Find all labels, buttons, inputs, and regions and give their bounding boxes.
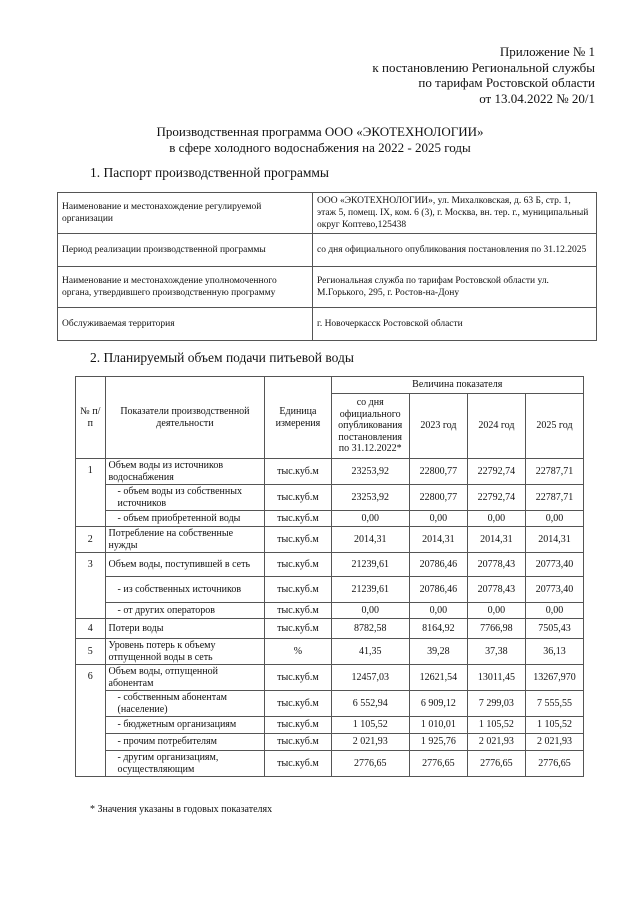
row-value-2: 20786,46 <box>409 553 467 577</box>
row-indicator: - от других операторов <box>105 603 265 619</box>
row-value-4: 13267,970 <box>525 665 583 691</box>
row-indicator: - прочим потребителям <box>105 734 265 751</box>
row-value-4: 2 021,93 <box>525 734 583 751</box>
title-line-2: в сфере холодного водоснабжения на 2022 - 2025 годы <box>169 139 471 155</box>
row-value-1: 21239,61 <box>331 577 409 603</box>
row-value-4: 2776,65 <box>525 751 583 777</box>
row-unit: тыс.куб.м <box>265 734 331 751</box>
passport-label: Наименование и местонахождение уполномоченного органа, утвердившего производственную программу <box>58 267 313 308</box>
row-value-3: 7 299,03 <box>467 691 525 717</box>
passport-label: Обслуживаемая территория <box>58 308 313 341</box>
table-row <box>76 734 584 751</box>
row-value-4: 0,00 <box>525 511 583 527</box>
row-unit: тыс.куб.м <box>265 485 331 511</box>
document-title <box>0 124 640 155</box>
row-value-4: 20773,40 <box>525 577 583 603</box>
table-row <box>76 619 584 639</box>
row-unit: тыс.куб.м <box>265 619 331 639</box>
header-indicator: Показатели производственной деятельности <box>105 377 265 459</box>
header-col-1: со дня официального опубликования постановления по 31.12.2022* <box>331 394 409 459</box>
row-value-3: 7766,98 <box>467 619 525 639</box>
row-value-1: 41,35 <box>331 639 409 665</box>
table-row <box>58 308 597 341</box>
row-unit: тыс.куб.м <box>265 511 331 527</box>
row-value-1: 21239,61 <box>331 553 409 577</box>
table-row <box>76 717 584 734</box>
passport-label: Наименование и местонахождение регулируемой организации <box>58 193 313 234</box>
row-value-2: 0,00 <box>409 603 467 619</box>
row-value-1: 8782,58 <box>331 619 409 639</box>
row-number: 4 <box>76 619 106 639</box>
table-row <box>76 639 584 665</box>
appendix-line-1: Приложение № 1 <box>499 44 595 59</box>
row-value-1: 1 105,52 <box>331 717 409 734</box>
table-row <box>76 511 584 527</box>
row-indicator: Потери воды <box>105 619 265 639</box>
row-indicator: - объем приобретенной воды <box>105 511 265 527</box>
table-row <box>76 527 584 553</box>
row-value-3: 20778,43 <box>467 577 525 603</box>
row-value-2: 39,28 <box>409 639 467 665</box>
row-indicator: - бюджетным организациям <box>105 717 265 734</box>
table-row <box>76 577 584 603</box>
table-row <box>58 193 597 234</box>
header-group: Величина показателя <box>331 377 583 394</box>
row-value-4: 36,13 <box>525 639 583 665</box>
row-value-3: 20778,43 <box>467 553 525 577</box>
table-header-row <box>76 377 584 394</box>
row-value-2: 22800,77 <box>409 459 467 485</box>
row-number: 6 <box>76 665 106 777</box>
row-unit: тыс.куб.м <box>265 603 331 619</box>
row-value-1: 2 021,93 <box>331 734 409 751</box>
row-value-4: 22787,71 <box>525 459 583 485</box>
table-row <box>76 751 584 777</box>
table-row <box>58 267 597 308</box>
row-indicator: Объем воды, поступившей в сеть <box>105 553 265 577</box>
row-indicator: - собственным абонентам (население) <box>105 691 265 717</box>
row-value-2: 2776,65 <box>409 751 467 777</box>
row-indicator: - другим организациям, осуществляющим <box>105 751 265 777</box>
row-indicator: - объем воды из собственных источников <box>105 485 265 511</box>
row-indicator: Объем воды, отпущенной абонентам <box>105 665 265 691</box>
table-row <box>58 234 597 267</box>
footnote: * Значения указаны в годовых показателях <box>90 804 273 815</box>
table-row <box>76 691 584 717</box>
row-value-3: 0,00 <box>467 603 525 619</box>
row-value-4: 22787,71 <box>525 485 583 511</box>
row-value-3: 0,00 <box>467 511 525 527</box>
appendix-line-2: к постановлению Региональной службы <box>372 59 595 75</box>
row-unit: тыс.куб.м <box>265 459 331 485</box>
row-value-3: 2014,31 <box>467 527 525 553</box>
row-value-2: 2014,31 <box>409 527 467 553</box>
header-num: № п/п <box>76 377 106 459</box>
appendix-line-3: по тарифам Ростовской области <box>418 75 595 90</box>
appendix-header <box>372 44 595 106</box>
appendix-line-4: от 13.04.2022 № 20/1 <box>479 90 595 106</box>
row-value-3: 22792,74 <box>467 485 525 511</box>
table-row <box>76 459 584 485</box>
table-row <box>76 485 584 511</box>
row-number: 3 <box>76 553 106 619</box>
title-line-1: Производственная программа ООО «ЭКОТЕХНОЛОГИИ» <box>156 124 484 139</box>
row-value-1: 23253,92 <box>331 459 409 485</box>
row-indicator: Уровень потерь к объему отпущенной воды в сеть <box>105 639 265 665</box>
passport-value: со дня официального опубликования постановления по 31.12.2025 <box>313 234 597 267</box>
row-value-3: 13011,45 <box>467 665 525 691</box>
row-value-3: 1 105,52 <box>467 717 525 734</box>
table-row <box>76 665 584 691</box>
row-unit: тыс.куб.м <box>265 717 331 734</box>
row-value-4: 0,00 <box>525 603 583 619</box>
row-value-4: 7 555,55 <box>525 691 583 717</box>
row-unit: тыс.куб.м <box>265 527 331 553</box>
row-indicator: - из собственных источников <box>105 577 265 603</box>
row-value-4: 20773,40 <box>525 553 583 577</box>
passport-label: Период реализации производственной программы <box>58 234 313 267</box>
section-1-title: 1. Паспорт производственной программы <box>90 165 329 180</box>
row-value-3: 37,38 <box>467 639 525 665</box>
row-value-4: 7505,43 <box>525 619 583 639</box>
row-unit: % <box>265 639 331 665</box>
header-col-4: 2025 год <box>525 394 583 459</box>
volume-table-body <box>76 459 584 777</box>
table-row <box>76 603 584 619</box>
row-value-2: 8164,92 <box>409 619 467 639</box>
row-value-2: 12621,54 <box>409 665 467 691</box>
row-indicator: Потребление на собственные нужды <box>105 527 265 553</box>
row-value-3: 2 021,93 <box>467 734 525 751</box>
row-value-2: 20786,46 <box>409 577 467 603</box>
row-value-4: 2014,31 <box>525 527 583 553</box>
row-value-2: 22800,77 <box>409 485 467 511</box>
header-col-2: 2023 год <box>409 394 467 459</box>
row-unit: тыс.куб.м <box>265 553 331 577</box>
row-value-4: 1 105,52 <box>525 717 583 734</box>
passport-value: Региональная служба по тарифам Ростовской области ул. М.Горького, 295, г. Ростов-на-Дону <box>313 267 597 308</box>
passport-value: ООО «ЭКОТЕХНОЛОГИИ», ул. Михалковская, д. 63 Б, стр. 1, этаж 5, помещ. IX, ком. 6 (3), г. Москва, вн. тер. г., муниципальный округ Коптево,125438 <box>313 193 597 234</box>
row-value-1: 6 552,94 <box>331 691 409 717</box>
row-value-1: 23253,92 <box>331 485 409 511</box>
row-value-2: 0,00 <box>409 511 467 527</box>
row-unit: тыс.куб.м <box>265 665 331 691</box>
row-value-2: 6 909,12 <box>409 691 467 717</box>
passport-value: г. Новочеркасск Ростовской области <box>313 308 597 341</box>
row-unit: тыс.куб.м <box>265 751 331 777</box>
row-value-1: 2776,65 <box>331 751 409 777</box>
row-unit: тыс.куб.м <box>265 577 331 603</box>
row-unit: тыс.куб.м <box>265 691 331 717</box>
volume-table <box>75 376 584 777</box>
section-2-title: 2. Планируемый объем подачи питьевой воды <box>90 350 354 365</box>
row-indicator: Объем воды из источников водоснабжения <box>105 459 265 485</box>
row-value-1: 12457,03 <box>331 665 409 691</box>
row-value-2: 1 925,76 <box>409 734 467 751</box>
row-number: 2 <box>76 527 106 553</box>
passport-table <box>57 192 597 341</box>
row-number: 5 <box>76 639 106 665</box>
row-value-1: 2014,31 <box>331 527 409 553</box>
row-value-1: 0,00 <box>331 511 409 527</box>
row-value-3: 2776,65 <box>467 751 525 777</box>
row-value-2: 1 010,01 <box>409 717 467 734</box>
header-col-3: 2024 год <box>467 394 525 459</box>
header-unit: Единица измерения <box>265 377 331 459</box>
row-value-1: 0,00 <box>331 603 409 619</box>
row-number: 1 <box>76 459 106 527</box>
row-value-3: 22792,74 <box>467 459 525 485</box>
table-row <box>76 553 584 577</box>
